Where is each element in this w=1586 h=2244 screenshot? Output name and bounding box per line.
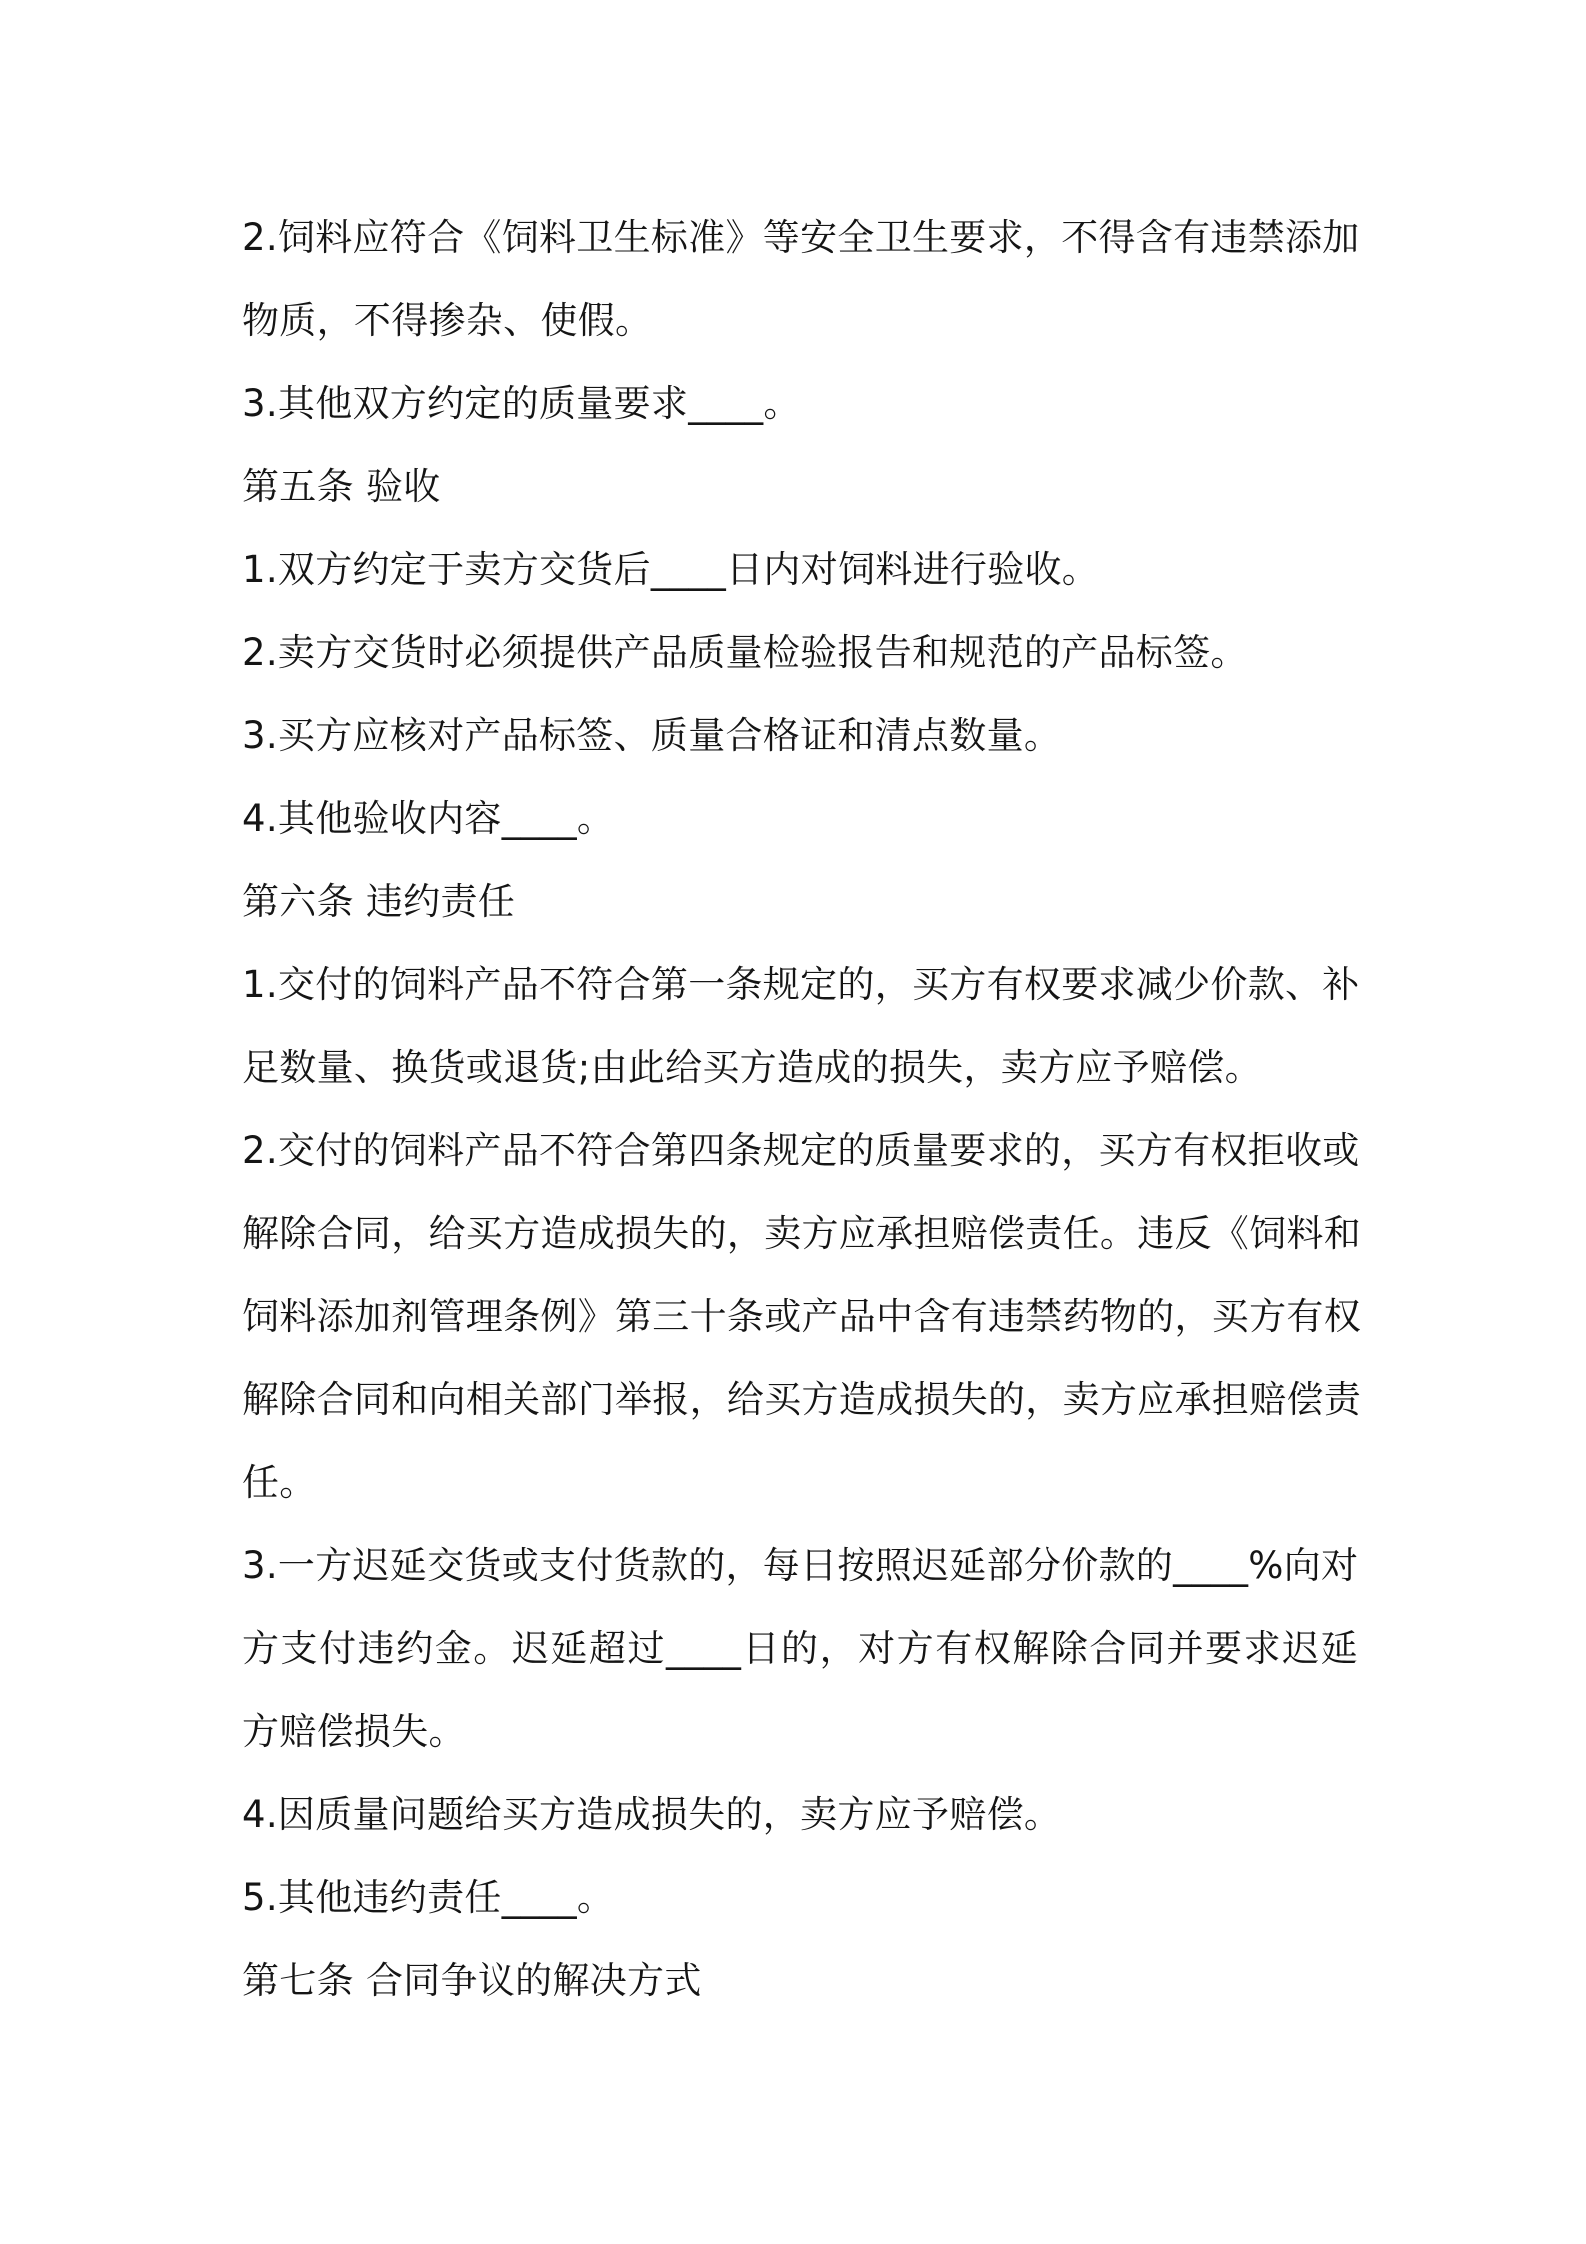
text-line: 2.交付的饲料产品不符合第四条规定的质量要求的，买方有权拒收或 [242, 1129, 1360, 1172]
text-line: 3.其他双方约定的质量要求____。 [242, 382, 801, 425]
text-line: 3.买方应核对产品标签、质量合格证和清点数量。 [242, 714, 1062, 757]
text-line: 1.交付的饲料产品不符合第一条规定的，买方有权要求减少价款、补 [242, 963, 1360, 1006]
document-body [242, 196, 1361, 2022]
text-line: 5.其他违约责任____。 [242, 1876, 615, 1919]
text-line: 1.双方约定于卖方交货后____日内对饲料进行验收。 [242, 548, 1100, 591]
text-line: 足数量、换货或退货;由此给买方造成的损失，卖方应予赔偿。 [242, 1046, 1262, 1089]
section-heading: 第六条 违约责任 [242, 880, 516, 923]
text-line: 解除合同和向相关部门举报，给买方造成损失的，卖方应承担赔偿责 [242, 1378, 1361, 1421]
text-line: 4.因质量问题给买方造成损失的，卖方应予赔偿。 [242, 1793, 1062, 1836]
text-line: 2.饲料应符合《饲料卫生标准》等安全卫生要求，不得含有违禁添加 [242, 216, 1360, 259]
text-line: 物质，不得掺杂、使假。 [242, 299, 653, 342]
section-heading: 第五条 验收 [242, 465, 441, 508]
text-line: 3.一方迟延交货或支付货款的，每日按照迟延部分价款的____%向对 [242, 1544, 1359, 1587]
text-line: 饲料添加剂管理条例》第三十条或产品中含有违禁药物的，买方有权 [242, 1295, 1361, 1338]
text-line: 4.其他验收内容____。 [242, 797, 615, 840]
text-line: 方支付违约金。迟延超过____日的，对方有权解除合同并要求迟延 [242, 1627, 1358, 1670]
text-line: 解除合同，给买方造成损失的，卖方应承担赔偿责任。违反《饲料和 [242, 1212, 1361, 1255]
text-line: 2.卖方交货时必须提供产品质量检验报告和规范的产品标签。 [242, 631, 1248, 674]
text-line: 方赔偿损失。 [242, 1710, 466, 1753]
text-line: 任。 [242, 1461, 317, 1504]
section-heading: 第七条 合同争议的解决方式 [242, 1959, 702, 2002]
